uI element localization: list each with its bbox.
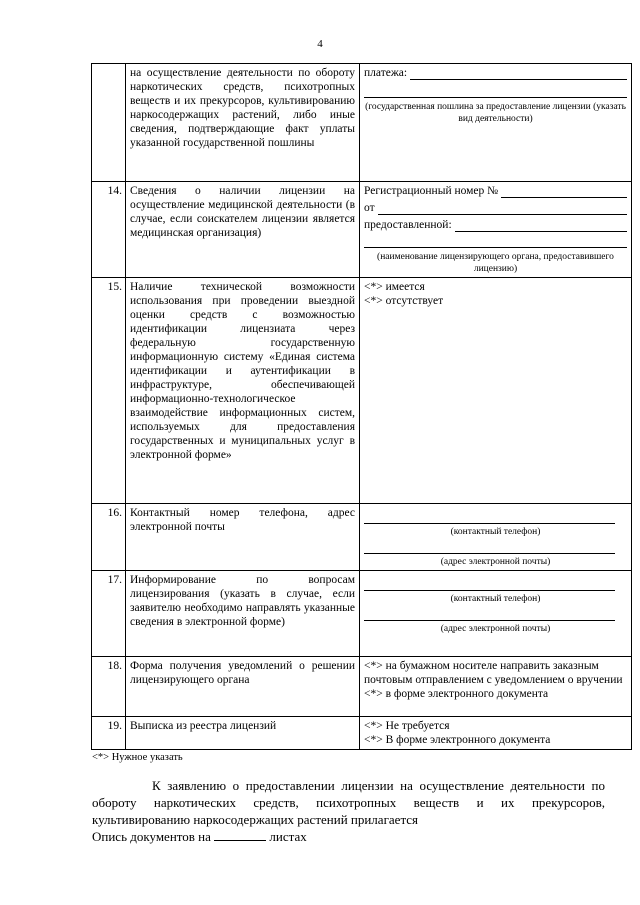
registration-number-label: Регистрационный номер № bbox=[364, 185, 499, 197]
date-field[interactable] bbox=[378, 202, 627, 215]
application-form-table bbox=[91, 63, 632, 750]
option-not-required[interactable]: <*> Не требуется bbox=[364, 720, 450, 732]
table-row bbox=[92, 571, 632, 657]
option-available[interactable]: <*> имеется bbox=[364, 281, 425, 293]
table-row bbox=[92, 504, 632, 571]
phone-caption: (контактный телефон) bbox=[450, 594, 541, 604]
page-number: 4 bbox=[317, 38, 323, 50]
inventory-line bbox=[92, 828, 605, 845]
email-field[interactable] bbox=[364, 540, 615, 554]
row-description: Выписка из реестра лицензий bbox=[126, 717, 360, 750]
row-value bbox=[360, 571, 632, 657]
inventory-prefix: Опись документов на bbox=[92, 829, 211, 844]
provided-label: предоставленной: bbox=[364, 219, 452, 231]
row-value bbox=[360, 182, 632, 278]
row-number: 19. bbox=[92, 717, 126, 750]
provided-by-field[interactable] bbox=[455, 219, 627, 232]
row-description: Информирование по вопросам лицензирования (указать в случае, если заявителю необходимо направлять указанные сведения в электронной форме) bbox=[126, 571, 360, 657]
row-description: Форма получения уведомлений о решении лицензирующего органа bbox=[126, 657, 360, 717]
licensing-authority-field[interactable] bbox=[364, 234, 627, 248]
row-description: Сведения о наличии лицензии на осуществление медицинской деятельности (в случае, если соискателем лицензии является медицинская организация) bbox=[126, 182, 360, 278]
payment-label: платежа: bbox=[364, 67, 408, 79]
option-absent[interactable]: <*> отсутствует bbox=[364, 295, 444, 307]
row-number: 18. bbox=[92, 657, 126, 717]
payment-caption: (государственная пошлина за предоставление лицензии (указать вид деятельности) bbox=[365, 102, 626, 124]
footnote: <*> Нужное указать bbox=[92, 752, 183, 763]
row-description: Наличие технической возможности использования при проведении выездной оценки средств с возможностью идентификации лицензиата через федеральную государственную информационную систему «Единая система идентификации и аутентификации в инфраструктуре, обеспечивающей информационно-технологическое взаимодействие информационных систем, используемых для предоставления государственных и муниципальных услуг в электронной форме» bbox=[126, 278, 360, 504]
row-description: Контактный номер телефона, адрес электронной почты bbox=[126, 504, 360, 571]
row-value bbox=[360, 657, 632, 717]
phone-caption: (контактный телефон) bbox=[450, 527, 541, 537]
table-row bbox=[92, 64, 632, 182]
payment-field-line[interactable] bbox=[364, 84, 627, 98]
row-value bbox=[360, 278, 632, 504]
table-row bbox=[92, 182, 632, 278]
row-number bbox=[92, 64, 126, 182]
option-electronic[interactable]: <*> В форме электронного документа bbox=[364, 734, 551, 746]
email-field[interactable] bbox=[364, 607, 615, 621]
payment-field[interactable] bbox=[410, 67, 627, 80]
option-electronic[interactable]: <*> в форме электронного документа bbox=[364, 688, 549, 700]
row-value bbox=[360, 717, 632, 750]
option-paper-mail[interactable]: <*> на бумажном носителе направить заказным почтовым отправлением с уведомлением о вручении bbox=[364, 660, 623, 686]
row-description: на осуществление деятельности по обороту наркотических средств, психотропных веществ и их прекурсоров, культивированию наркосодержащих растений, либо иные сведения, подтверждающие факт уплаты указанной государственной пошлины bbox=[126, 64, 360, 182]
inventory-suffix: листах bbox=[269, 829, 307, 844]
attachment-statement: К заявлению о предоставлении лицензии на осуществление деятельности по обороту наркотических средств, психотропных веществ и их прекурсоров, культивированию наркосодержащих растений прилагается bbox=[92, 778, 605, 827]
table-row bbox=[92, 657, 632, 717]
email-caption: (адрес электронной почты) bbox=[440, 557, 551, 567]
table-row bbox=[92, 717, 632, 750]
row-value bbox=[360, 504, 632, 571]
row-number: 14. bbox=[92, 182, 126, 278]
row-value bbox=[360, 64, 632, 182]
phone-field[interactable] bbox=[364, 577, 615, 591]
table-row bbox=[92, 278, 632, 504]
licensing-authority-caption: (наименование лицензирующего органа, предоставившего лицензию) bbox=[377, 252, 614, 274]
row-number: 15. bbox=[92, 278, 126, 504]
closing-paragraph bbox=[92, 777, 605, 845]
registration-number-field[interactable] bbox=[501, 185, 627, 198]
row-number: 16. bbox=[92, 504, 126, 571]
sheet-count-field[interactable] bbox=[214, 828, 266, 841]
email-caption: (адрес электронной почты) bbox=[440, 624, 551, 634]
phone-field[interactable] bbox=[364, 510, 615, 524]
from-label: от bbox=[364, 202, 375, 214]
row-number: 17. bbox=[92, 571, 126, 657]
